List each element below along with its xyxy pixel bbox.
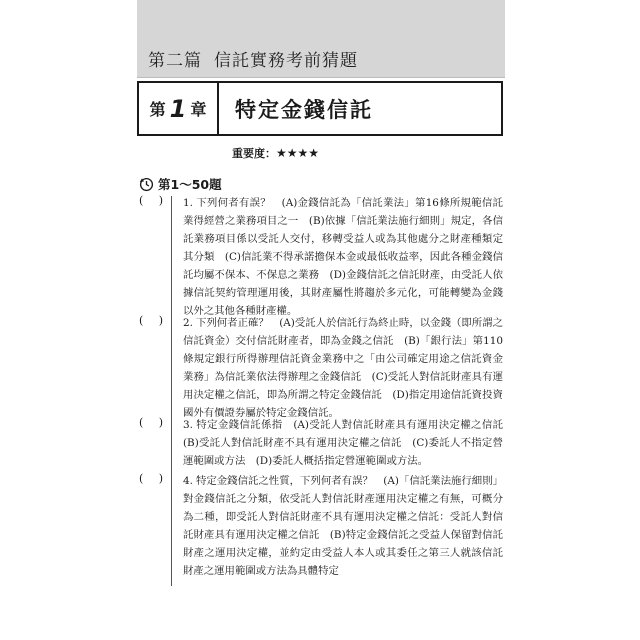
part-label: 第二篇 <box>148 51 202 71</box>
question-text: 特定金錢信託係指 (A)受託人對信託財產具有運用決定權之信託 (B)受託人對信託財產不具有運用決定權之信託 (C)委託人不指定營運範圍或方法 (D)委託人概括指定營運範圍或方法。 <box>183 419 514 467</box>
question-number: 4. <box>183 475 193 487</box>
question-text-block <box>183 472 503 580</box>
importance-stars: ★★★★ <box>276 146 320 160</box>
answer-blank: ( ) <box>139 314 170 327</box>
chapter-prefix: 第 <box>149 100 166 119</box>
question-number: 3. <box>183 419 193 431</box>
importance-rating <box>232 145 319 161</box>
question-text-block <box>183 194 503 320</box>
question-text: 特定金錢信託之性質，下列何者有誤？ (A)「信託業法施行細則」對金錢信託之分類，依受託人對信託財產運用決定權之有無，可概分為二種，即受託人對信託財產不具有運用決定權之信託：受託人對信託財產具有運用決定權之信託 (B)特定金錢信託之受益人保留對信託財產之運用決定權，並約定由受益人本人或其委任之第三人就該信託財產之運用範圍或方法為具體特定 <box>183 475 503 577</box>
chapter-header <box>137 81 503 136</box>
question-number: 2. <box>183 317 193 329</box>
chapter-number: 1 <box>169 94 187 123</box>
answer-blank: ( ) <box>139 472 170 485</box>
section-heading <box>139 175 222 193</box>
chapter-number-box <box>139 83 219 134</box>
clock-icon <box>139 177 154 192</box>
answer-blank: ( ) <box>139 416 170 429</box>
answer-blank: ( ) <box>139 194 170 207</box>
section-title: 第1～50題 <box>158 177 222 192</box>
question-text-block <box>183 314 503 422</box>
importance-label: 重要度： <box>232 147 276 160</box>
question-text-block <box>183 416 514 470</box>
part-name: 信託實務考前猜題 <box>214 51 358 71</box>
chapter-title: 特定金錢信託 <box>235 97 373 122</box>
part-title <box>148 46 358 71</box>
chapter-suffix: 章 <box>190 100 207 119</box>
question-divider-line <box>171 196 172 586</box>
question-text: 下列何者有誤？ (A)金錢信託為「信託業法」第16條所規範信託業得經營之業務項目之一 (B)依據「信託業法施行細則」規定，各信託業務項目係以受託人交付，移轉受益人或為其他處分之財產種類定其分類 (C)信託業不得承諾擔保本金或最低收益率，因此各種金錢信託均屬不保本、不保息之業務 (D)金錢信託之信託財產，由受託人依據信託契約管理運用後，其財產屬性將趨於多元化，可能轉變為金錢以外之其他各種財產權。 <box>183 197 503 317</box>
question-number: 1. <box>183 197 193 209</box>
question-text: 下列何者正確？ (A)受託人於信託行為終止時，以金錢（即所謂之信託資金）交付信託財產者，即為金錢之信託 (B)「銀行法」第110條規定銀行所得辦理信託資金業務中之「由公司確定用途之信託資金業務」為信託業依法得辦理之金錢信託 (C)受託人對信託財產具有運用決定權之信託，即為所謂之特定金錢信託 (D)指定用途信託資投資國外有價證券屬於特定金錢信託。 <box>183 317 503 419</box>
